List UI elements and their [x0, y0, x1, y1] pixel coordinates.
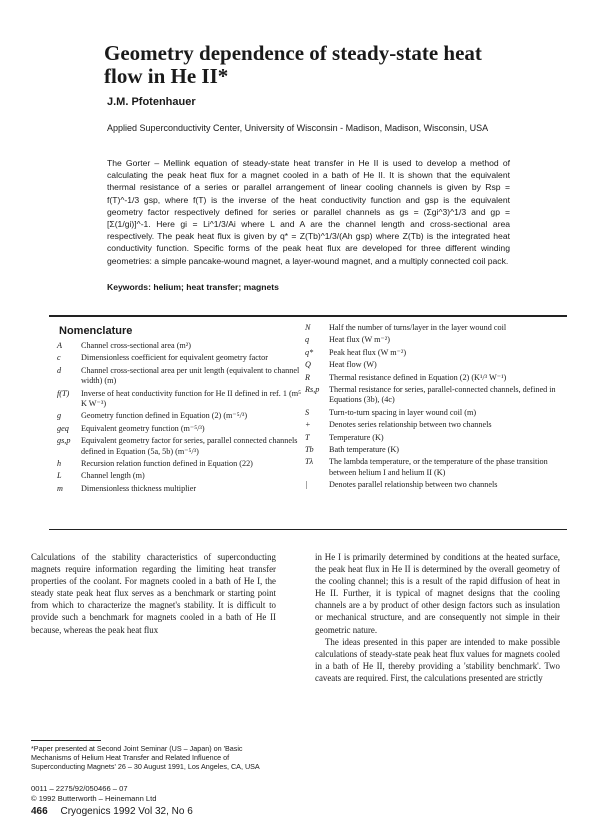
nomenclature-definition: Heat flux (W m⁻²)	[329, 335, 390, 345]
nomenclature-definition: Equivalent geometry function (m⁻⁵/³)	[81, 423, 205, 433]
nomenclature-symbol: Tb	[305, 445, 314, 455]
author: J.M. Pfotenhauer	[107, 96, 196, 108]
nomenclature-symbol: gs,p	[57, 436, 71, 446]
nomenclature-definition: Inverse of heat conductivity function for He II defined in ref. 1 (m⁵ K W⁻³)	[81, 388, 301, 409]
nomenclature-symbol: c	[57, 353, 61, 363]
nomenclature-entry	[305, 408, 563, 418]
footnote-rule	[31, 740, 101, 741]
nomenclature-symbol: geq	[57, 423, 69, 433]
nomenclature-entry	[305, 457, 563, 478]
nomenclature-symbol: h	[57, 459, 62, 469]
nomenclature-symbol: g	[57, 411, 62, 421]
nomenclature-entry	[305, 323, 563, 333]
nomenclature-definition: Geometry function defined in Equation (2) (m⁻⁵/³)	[81, 411, 248, 421]
nomenclature-symbol: m	[57, 483, 63, 493]
nomenclature-definition: Turn-to-turn spacing in layer wound coil (m)	[329, 407, 477, 417]
nomenclature-definition: Denotes series relationship between two channels	[329, 420, 492, 430]
journal-citation: Cryogenics 1992 Vol 32, No 6	[60, 806, 193, 817]
nomenclature-entry	[57, 424, 301, 434]
nomenclature-definition: Channel length (m)	[81, 471, 145, 481]
nomenclature-symbol: R	[305, 372, 311, 382]
nomenclature-symbol: f(T)	[57, 388, 70, 398]
copyright: © 1992 Butterworth – Heinemann Ltd	[31, 793, 157, 803]
publication-code: 0011 – 2275/92/050466 – 07	[31, 784, 128, 793]
nomenclature-entry	[305, 335, 563, 345]
nomenclature-entry	[305, 480, 563, 490]
page-footer	[31, 806, 193, 817]
nomenclature-definition: Dimensionless thickness multiplier	[81, 483, 197, 493]
nomenclature-symbol: d	[57, 365, 62, 375]
nomenclature-title: Nomenclature	[59, 325, 133, 337]
keywords	[107, 282, 279, 292]
nomenclature-symbol: T	[305, 432, 310, 442]
nomenclature-entry	[57, 459, 301, 469]
nomenclature-definition: Half the number of turns/layer in the layer wound coil	[329, 323, 507, 332]
nomenclature-definition: Channel cross-sectional area (m²)	[81, 341, 191, 350]
nomenclature-entry	[305, 385, 563, 406]
keywords-label: Keywords:	[107, 282, 151, 292]
nomenclature-definition: Denotes parallel relationship between two channels	[329, 480, 498, 490]
body-paragraph: The ideas presented in this paper are intended to make possible calculations of steady-state peak heat flux values for magnets cooled in a bath of He II, thereby providing a 'stability benchmark'. Two caveats are required. First, the calculations presented are strictly	[315, 636, 560, 683]
nomenclature-symbol: N	[305, 323, 311, 332]
nomenclature-definition: Dimensionless coefficient for equivalent geometry factor	[81, 353, 268, 363]
nomenclature-entry	[305, 348, 563, 358]
nomenclature-entry	[305, 433, 563, 443]
nomenclature-definition: Thermal resistance for series, parallel-connected channels, defined in Equations (3b), (4c)	[329, 385, 556, 405]
nomenclature-symbol: S	[305, 407, 310, 417]
paper-title: Geometry dependence of steady-state heat flow in He II*	[104, 41, 482, 88]
nomenclature-right-column	[305, 323, 563, 493]
nomenclature-definition: Peak heat flux (W m⁻²)	[329, 347, 407, 357]
body-column-right	[315, 551, 560, 684]
keywords-text: helium; heat transfer; magnets	[153, 282, 279, 292]
footnote: *Paper presented at Second Joint Seminar (US – Japan) on 'Basic Mechanisms of Helium Heat Transfer and Related Influence of Superconducting Magnets' 26 – 30 August 1991, Los Angeles, CA, USA	[31, 744, 260, 771]
nomenclature-definition: Bath temperature (K)	[329, 445, 400, 455]
nomenclature-entry	[57, 484, 301, 494]
nomenclature-entry	[57, 389, 301, 410]
nomenclature-definition: Equivalent geometry factor for series, parallel connected channels defined in Equation (5a, 5b) (m⁻⁵/³)	[81, 436, 298, 456]
nomenclature-entry	[305, 420, 563, 430]
nomenclature-symbol: Rs,p	[305, 385, 320, 395]
nomenclature-symbol: q	[305, 335, 310, 345]
page-number: 466	[31, 806, 48, 817]
nomenclature-entry	[57, 436, 301, 457]
nomenclature-definition: Heat flow (W)	[329, 360, 377, 370]
nomenclature-entry	[57, 353, 301, 363]
nomenclature-symbol: Q	[305, 360, 311, 370]
nomenclature-entry	[57, 411, 301, 421]
abstract: The Gorter – Mellink equation of steady-state heat transfer in He II is used to develop a method of calculating the peak heat flux for a magnet cooled in a bath of He II. It is shown that the equivalent thermal resistance of a series or parallel arrangement of linear cooling channels is given by Rsp = f(T)^-1/3 gsp, where f(T) is the inverse of the heat conductivity function and gsp is the equivalent geometry factor respectively defined for series or parallel channels as gs = (Σgi^3)^1/3 and gp = [Σ(1/gi)]^-1. Here gi = Li^1/3/Ai where L and A are the channel length and cross-sectional area respectively. The peak heat flux is given by q* = Z(Tb)^1/3/(Ah gsp) where Z(Tb) is the integrated heat conductivity function. Specific forms of the peak heat flux are developed for three different winding geometries: a simple pancake-wound magnet, a layer-wound magnet, and a multiply connected coil pack.	[107, 158, 510, 266]
nomenclature-definition: The lambda temperature, or the temperature of the phase transition between helium I and helium II (K)	[329, 457, 548, 477]
nomenclature-definition: Channel cross-sectional area per unit length (equivalent to channel width) (m)	[81, 365, 300, 386]
nomenclature-symbol: L	[57, 471, 62, 481]
nomenclature-symbol: +	[305, 420, 311, 430]
nomenclature-entry	[305, 360, 563, 370]
nomenclature-symbol: q*	[305, 347, 314, 357]
nomenclature-entry	[57, 341, 301, 351]
nomenclature-box	[49, 315, 567, 530]
body-column-left	[31, 551, 276, 636]
nomenclature-definition: Temperature (K)	[329, 432, 384, 442]
publication-info	[31, 784, 276, 803]
nomenclature-entry	[57, 471, 301, 481]
nomenclature-left-column	[57, 341, 301, 496]
nomenclature-symbol: Tλ	[305, 457, 314, 467]
affiliation: Applied Superconductivity Center, University of Wisconsin - Madison, Madison, Wisconsin, USA	[107, 123, 489, 133]
nomenclature-symbol: A	[57, 341, 63, 350]
nomenclature-definition: Thermal resistance defined in Equation (2) (K¹/³ W⁻¹)	[329, 372, 507, 382]
nomenclature-entry	[305, 373, 563, 383]
nomenclature-entry	[305, 445, 563, 455]
body-paragraph: Calculations of the stability characteristics of superconducting magnets require information regarding the limiting heat transfer properties of the coolant. For magnets cooled in a bath of He I, the steady state peak heat flux serves as a benchmark or starting point from which to characterize the magnet's stability. It is difficult to provide such a benchmark for magnets cooled in a bath of He II because, whereas the peak heat flux	[31, 552, 276, 635]
nomenclature-definition: Recursion relation function defined in Equation (22)	[81, 459, 253, 469]
nomenclature-entry	[57, 366, 301, 387]
body-paragraph: in He I is primarily determined by conditions at the heated surface, the peak heat flux in He II is determined by the overall geometry of the cooling channel; this is a result of the rapid diffusion of heat in He II. Further, it is typical of magnet designs that the cooling channels are a by product of other design factors such as insulation or mechanical structure, and are consequently not simple in their geometric nature.	[315, 552, 560, 635]
nomenclature-symbol: |	[305, 480, 308, 490]
